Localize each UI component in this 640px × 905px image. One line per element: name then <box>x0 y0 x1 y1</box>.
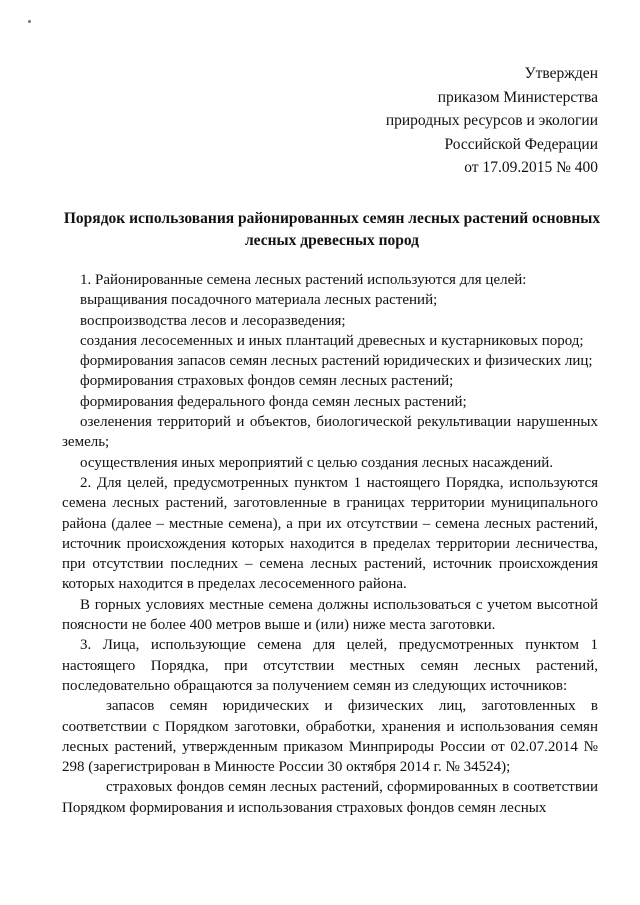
purpose-item: создания лесосеменных и иных плантаций древесных и кустарниковых пород; <box>80 332 584 349</box>
approval-line: приказом Министерства <box>437 88 598 106</box>
purpose-item: осуществления иных мероприятий с целью создания лесных насаждений. <box>80 454 554 471</box>
source-paragraph: страховых фондов семян лесных растений, сформированных в соответствии Порядком формирования и использования страховых фондов семян лесных <box>62 779 598 816</box>
title-line: Порядок использования районированных семян лесных растений основных <box>63 210 601 227</box>
document-title <box>60 208 604 252</box>
purpose-item: формирования страховых фондов семян лесных растений; <box>80 373 454 390</box>
section-1-intro: 1. Районированные семена лесных растений используются для целей: <box>80 272 527 288</box>
purpose-item: воспроизводства лесов и лесоразведения; <box>80 312 346 329</box>
purpose-item: формирования запасов семян лесных растений юридических и физических лиц; <box>80 353 593 370</box>
purpose-item: озеленения территорий и объектов, биологической рекультивации нарушенных земель; <box>62 414 598 451</box>
document-body <box>62 270 598 818</box>
section-2-paragraph: 2. Для целей, предусмотренных пунктом 1 настоящего Порядка, используются семена лесных растений, заготовленные в границах территории муниципального района (далее – местные семена), а при их отсутствии – семена лесных растений, источник происхождения которых находится в пределах территории лесничества, при отсутствии последних – семена лесных растений, источник происхождения которых находится в пределах лесосеменного района. <box>62 474 598 593</box>
purpose-item: выращивания посадочного материала лесных растений; <box>80 292 438 309</box>
mountain-paragraph: В горных условиях местные семена должны использоваться с учетом высотной поясности не более 400 метров выше и (или) ниже места заготовки. <box>62 596 598 634</box>
approval-line: Утвержден <box>524 65 598 82</box>
scan-speck <box>28 20 31 23</box>
source-paragraph: запасов семян юридических и физических лиц, заготовленных в соответствии с Порядком заготовки, обработки, хранения и использования семян лесных растений, утвержденным приказом Минприроды России от 02.07.2014 № 298 (зарегистрирован в Минюсте России 30 октября 2014 г. № 34524); <box>62 698 598 776</box>
purpose-item: формирования федерального фонда семян лесных растений; <box>80 393 467 410</box>
section-3-paragraph: 3. Лица, использующие семена для целей, предусмотренных пунктом 1 настоящего Порядка, при отсутствии местных семян лесных растений, последовательно обращаются за получением семян из следующих источников: <box>62 637 598 694</box>
approval-block <box>386 62 598 180</box>
approval-line: от 17.09.2015 № 400 <box>464 159 598 176</box>
approval-line: Российской Федерации <box>444 135 598 153</box>
title-line: лесных древесных пород <box>244 232 420 249</box>
approval-line: природных ресурсов и экологии <box>385 112 598 129</box>
